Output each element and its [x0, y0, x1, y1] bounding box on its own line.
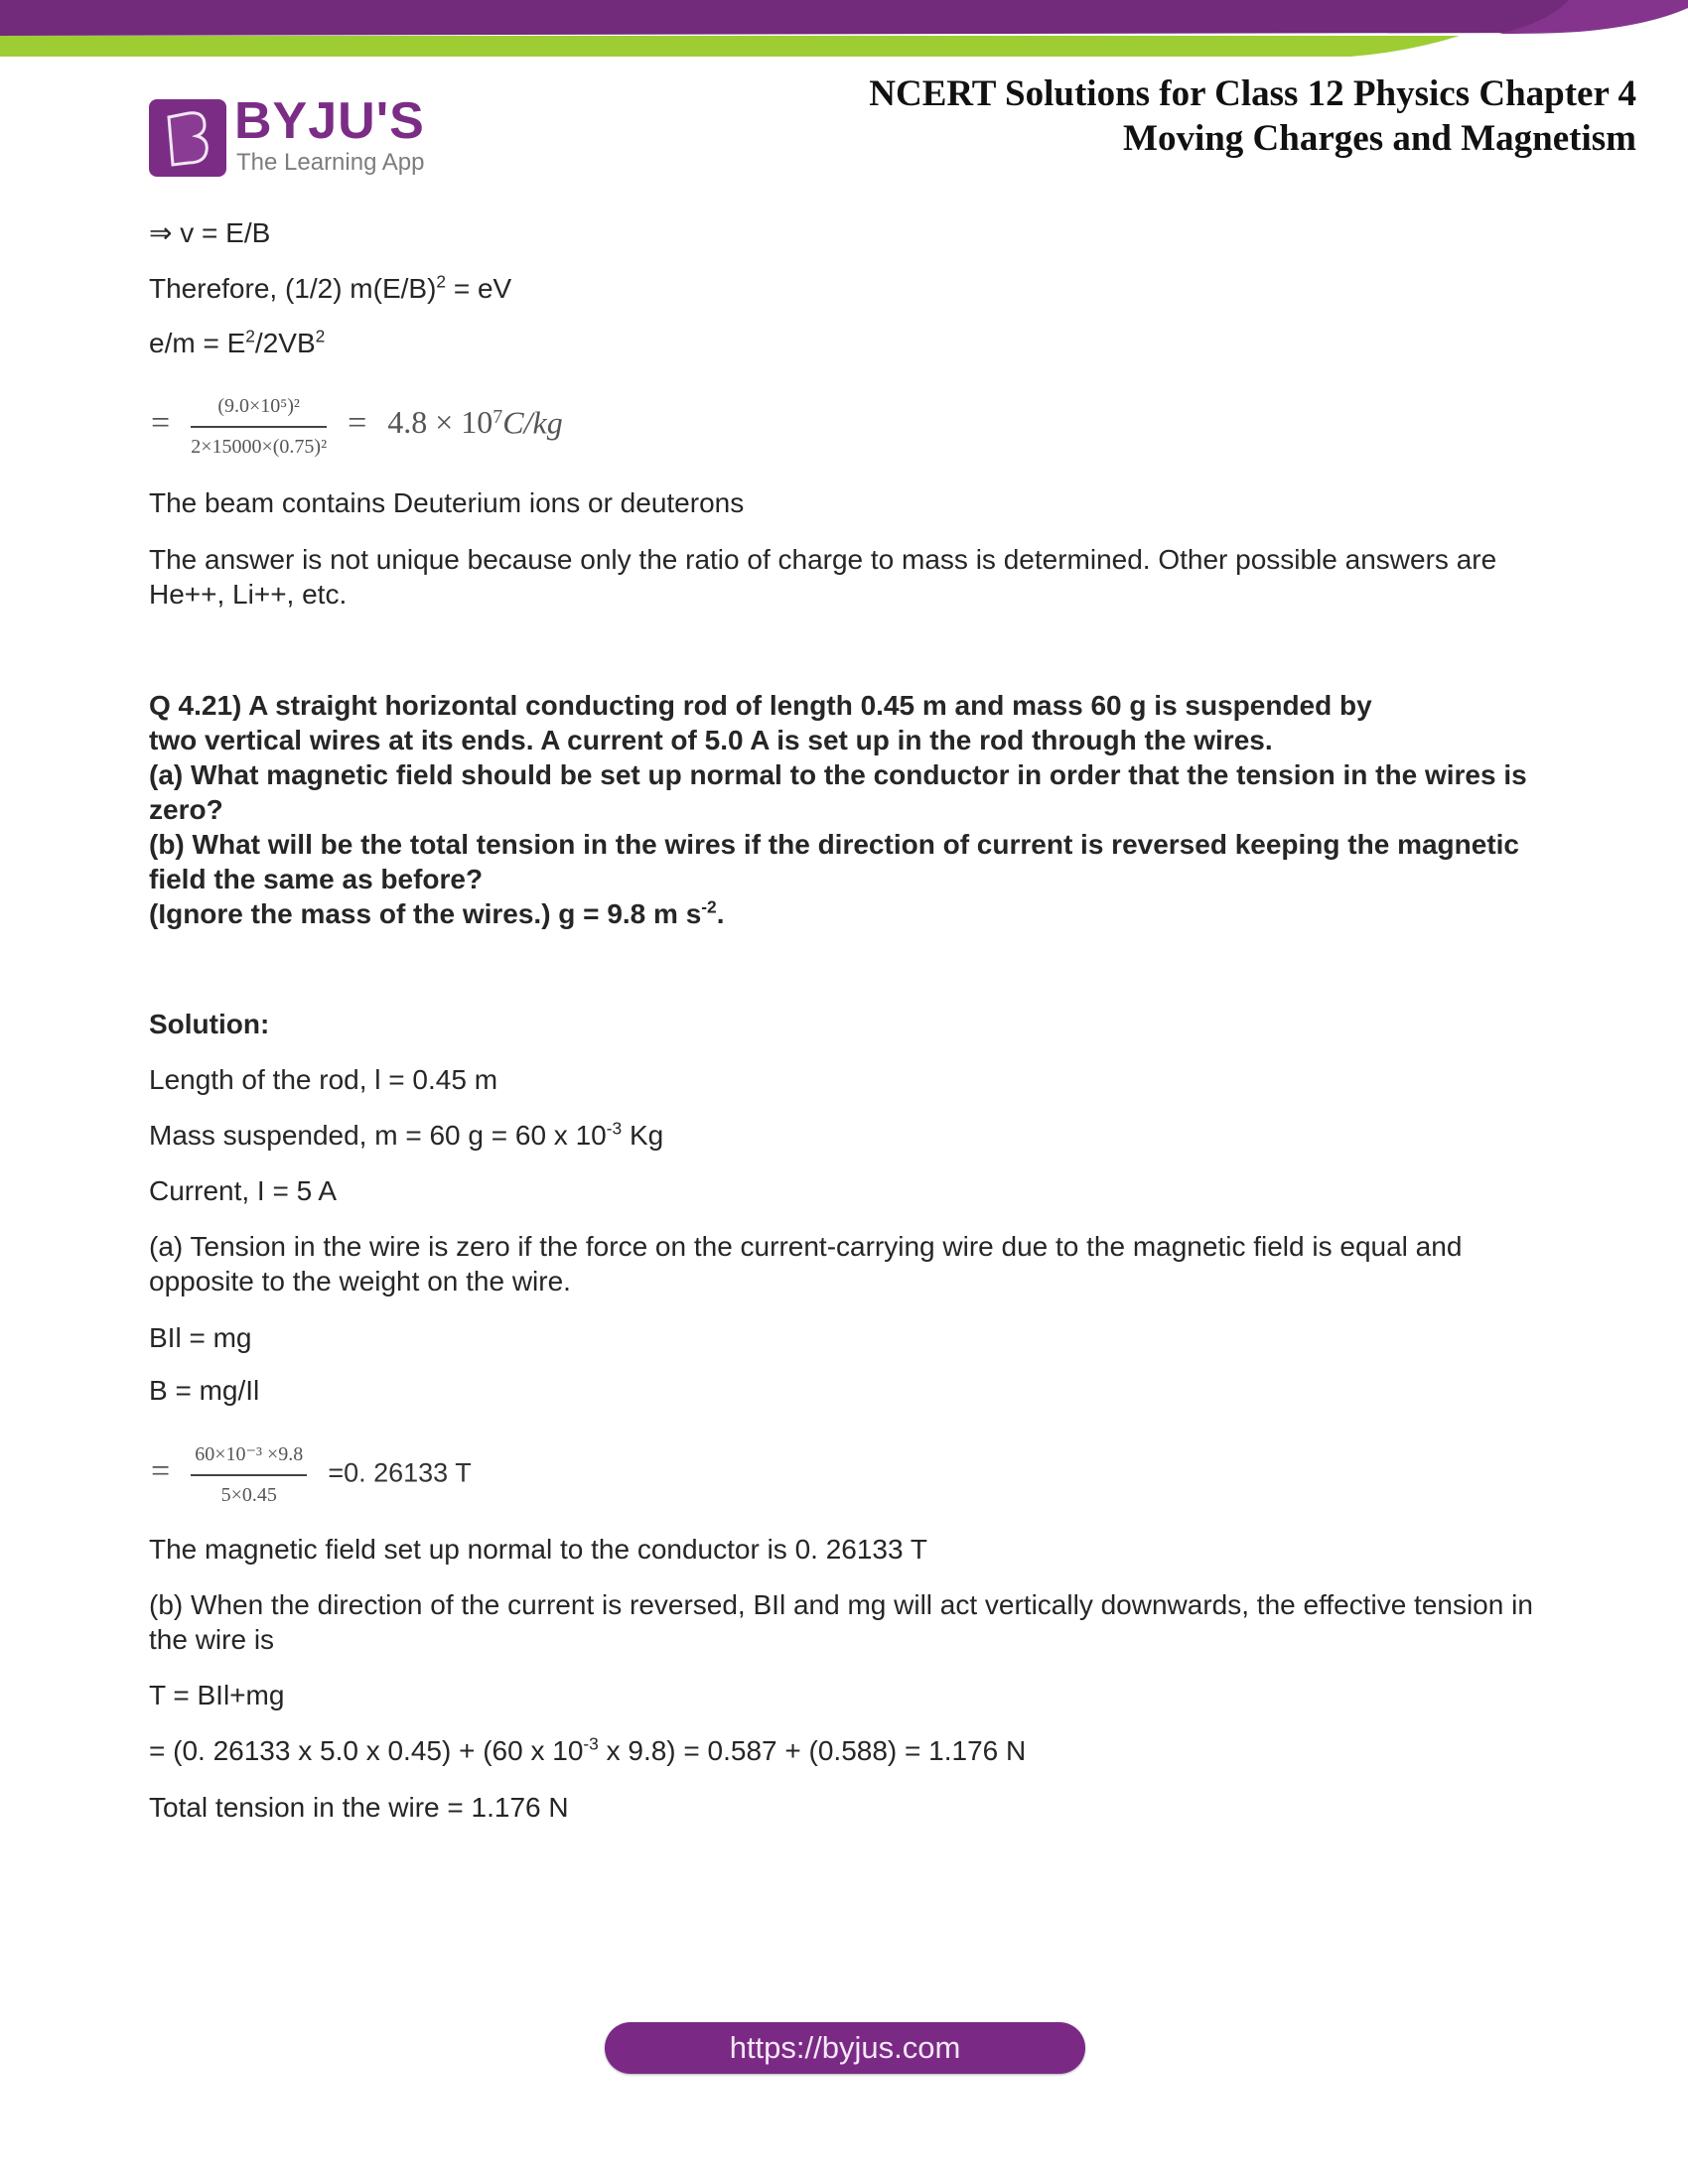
question-part-b: (b) What will be the total tension in the wires if the direction of current is reversed keeping the magnetic field the same as before? [149, 829, 1519, 894]
text: /2VB [254, 328, 316, 358]
superscript: 7 [492, 406, 503, 429]
mass-suspended [149, 1118, 663, 1153]
charge-mass-equation [149, 326, 325, 360]
field-result: =0. 26133 T [328, 1457, 472, 1488]
question-line-2: two vertical wires at its ends. A current of 5.0 A is set up in the rod through the wires. [149, 725, 1273, 755]
superscript: 2 [436, 271, 447, 292]
logo-tagline: The Learning App [236, 149, 425, 176]
result-value: 4.8 × 10 [387, 404, 493, 441]
superscript: -3 [606, 1118, 623, 1139]
charge-mass-calculation [151, 389, 563, 465]
logo-wordmark: BYJU'S [234, 92, 425, 150]
page-title [869, 71, 1636, 161]
question-part-a: (a) What magnetic field should be set up normal to the conductor in order that the tension in the wires is zero? [149, 759, 1527, 825]
text: . [716, 898, 725, 929]
equals-sign: = [348, 404, 367, 442]
header-band [0, 0, 1688, 60]
website-link[interactable]: https://byjus.com [605, 2022, 1085, 2074]
fraction [191, 389, 327, 465]
text: Therefore, (1/2) m(E/B) [149, 273, 437, 304]
uniqueness-note: The answer is not unique because only the ratio of charge to mass is determined. Other possible answers are He++, Li++, etc. [149, 544, 1497, 610]
energy-equation [149, 271, 511, 306]
velocity-equation: ⇒ v = E/B [149, 217, 271, 248]
superscript: -2 [701, 896, 717, 917]
field-calculation [151, 1437, 472, 1513]
text: Mass suspended, m = 60 g = 60 x 10 [149, 1120, 607, 1151]
force-balance-equation: BIl = mg [149, 1322, 252, 1353]
text: (Ignore the mass of the wires.) g = 9.8 m s [149, 898, 702, 929]
numerator: (9.0×10⁵)² [191, 389, 327, 428]
superscript: 2 [245, 326, 255, 346]
beam-conclusion: The beam contains Deuterium ions or deuterons [149, 487, 745, 518]
superscript: 2 [315, 326, 326, 346]
solution-part-b: (b) When the direction of the current is reversed, BIl and mg will act vertically downwards, the effective tension in the wire is [149, 1589, 1533, 1655]
text: = (0. 26133 x 5.0 x 0.45) + (60 x 10 [149, 1735, 584, 1766]
text: Kg [622, 1120, 664, 1151]
rod-length: Length of the rod, l = 0.45 m [149, 1064, 498, 1095]
current-value: Current, I = 5 A [149, 1175, 338, 1206]
question-note [149, 896, 1569, 931]
equals-sign: = [151, 1452, 171, 1490]
denominator: 5×0.45 [220, 1484, 277, 1506]
title-line-1: NCERT Solutions for Class 12 Physics Chapter 4 [869, 73, 1636, 114]
denominator: 2×15000×(0.75)² [191, 436, 328, 458]
text: = eV [446, 273, 512, 304]
text: x 9.8) = 0.587 + (0.588) = 1.176 N [598, 1735, 1027, 1766]
question-4-21 [149, 688, 1569, 931]
tension-formula: T = BIl+mg [149, 1680, 285, 1710]
question-line-1: Q 4.21) A straight horizontal conducting rod of length 0.45 m and mass 60 g is suspended by [149, 690, 1372, 721]
solution-part-a: (a) Tension in the wire is zero if the force on the current-carrying wire due to the magnetic field is equal and opposite to the weight on the wire. [149, 1231, 1463, 1297]
field-formula: B = mg/Il [149, 1375, 260, 1406]
text: e/m = E [149, 328, 246, 358]
tension-calculation [149, 1733, 1026, 1768]
equals-sign: = [151, 404, 171, 442]
byjus-logo [149, 92, 437, 183]
numerator: 60×10⁻³ ×9.8 [191, 1437, 307, 1476]
superscript: -3 [583, 1733, 599, 1754]
fraction [191, 1437, 307, 1513]
total-tension: Total tension in the wire = 1.176 N [149, 1792, 569, 1823]
result-unit: C/kg [502, 404, 563, 441]
logo-b-icon [149, 99, 226, 177]
field-conclusion: The magnetic field set up normal to the conductor is 0. 26133 T [149, 1534, 927, 1565]
solution-heading: Solution: [149, 1009, 270, 1039]
title-line-2: Moving Charges and Magnetism [1123, 118, 1636, 159]
